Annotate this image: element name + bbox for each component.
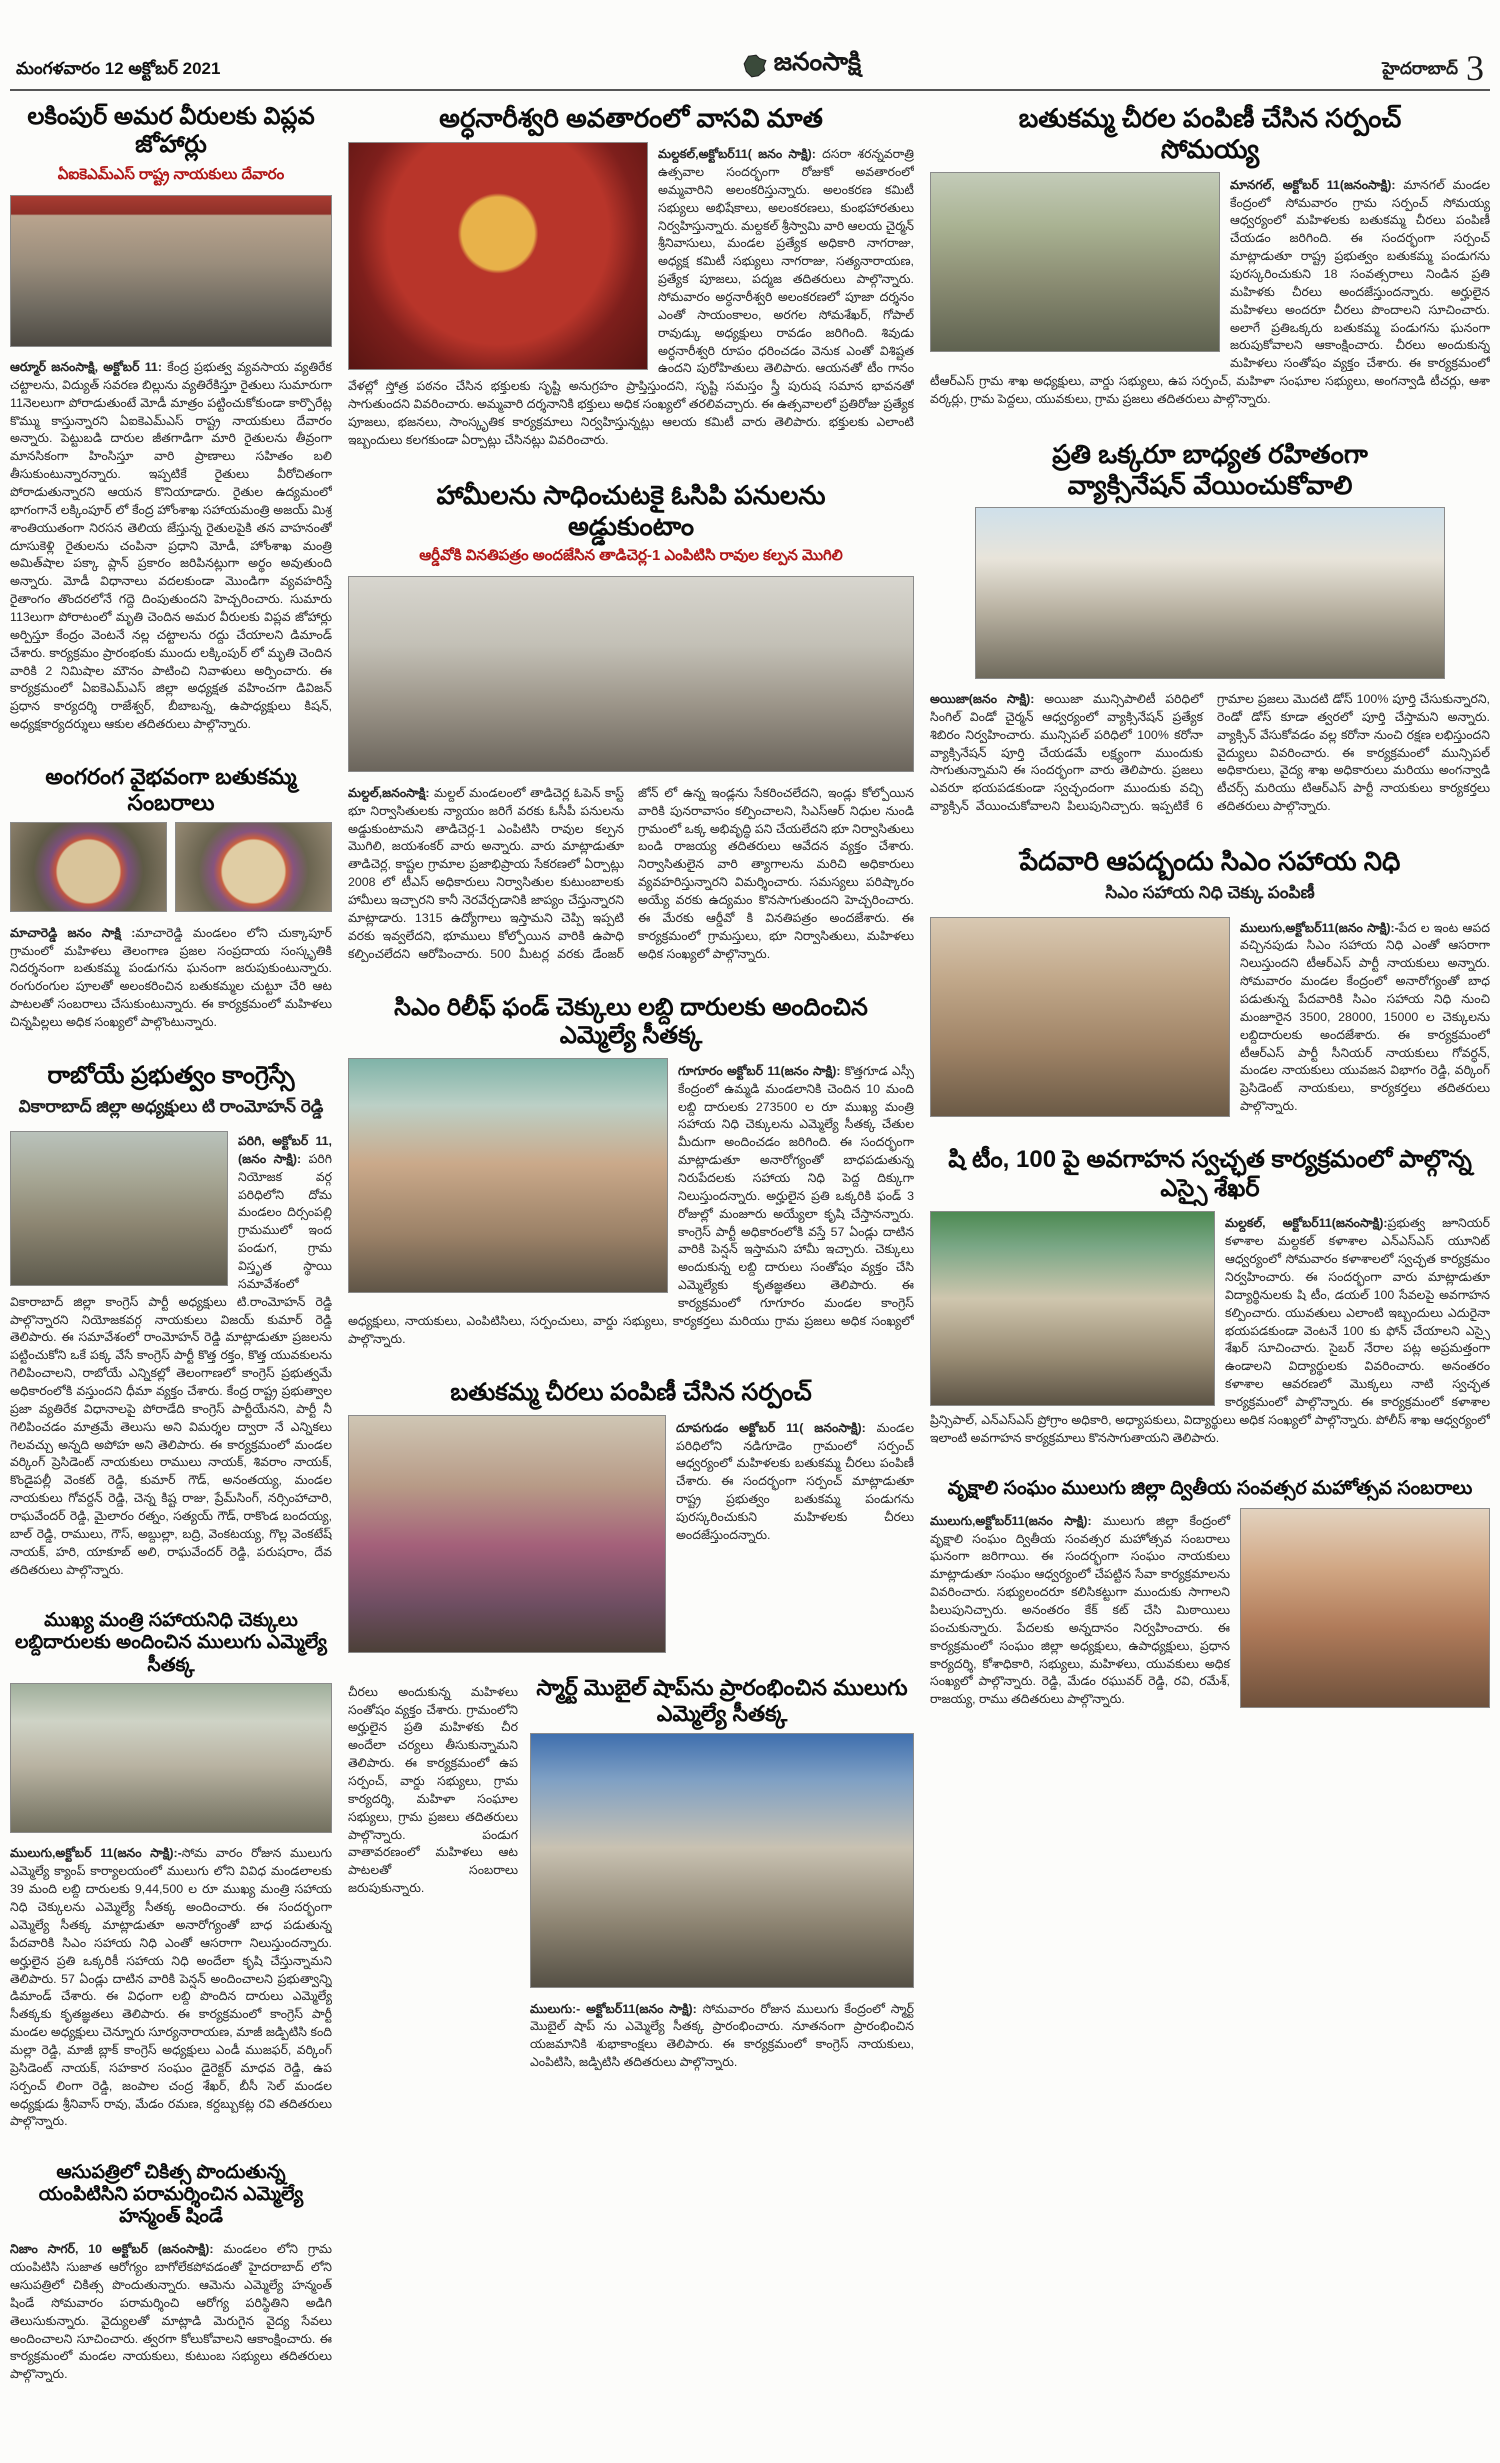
article-headline: లకింపుర్ అమర వీరులకు విప్లవ జోహార్లు <box>27 103 315 159</box>
middle-bottom-row <box>348 1671 914 2084</box>
article-headline: రాబోయే ప్రభుత్వం కాంగ్రెస్సే <box>47 1062 295 1090</box>
article-ocp-works-protest <box>348 476 914 976</box>
article-photo-anniversary-gathering <box>1240 1508 1490 1708</box>
article-headline: బతుకమ్మ చీరలు పంపిణీ చేసిన సర్పంచ్ <box>450 1378 812 1406</box>
article-photo-saree-distribution <box>348 1415 666 1653</box>
body-text: మల్దల్ మండలంలో తాడిచెర్ల ఓపెన్ కాస్ట్ భూ నిర్వాసితులకు న్యాయం జరిగే వరకు ఓసీపీ పనులను అడ్డుకుంటామని తాడిచెర్ల-1 ఎంపిటిసి రావుల కల్పన మొగిలి, జయశంకర్ వారు అన్నారు. వారు మాట్లాడుతూ తాడిచెర్ల, కాష్టల గ్రామాల ప్రజాభిప్రాయ సేకరణలో ఏర్పాట్లు 2008 లో టీఎస్ అధికారులు నిర్వాసితుల కుటుంబాలకు హామీలు ఇచ్చారని కానీ నెరవేర్చడానికి జాప్యం చేస్తున్నారని మాట్లాడారు. 1315 ఉద్యోగాలు ఇస్తామని చెప్పి ఇప్పటి వరకు ఇవ్వలేదని, భూములు కోల్పోయిన వారికి ఉపాధి కల్పించలేదని ఆరోపించారు. 500 మీటర్ల వరకు డేంజర్ జోన్ లో ఉన్న ఇండ్లను సేకరించలేదని, ఇండ్లు కోల్పోయిన వారికి పునరావాసం కల్పించాలని, సిఎస్ఆర్ నిధుల నుండి గ్రామంలో ఒక్క అభివృద్ధి పని చేయలేదని భూ నిర్వాసితులు బండి రాజయ్య తదితరులు ఆవేదన వ్యక్తం చేశారు. నిర్వాసితులైన వారి త్యాగాలను మరిచి అధికారులు వ్యవహరిస్తున్నారని విమర్శించారు. సమస్యలు పరిష్కారం అయ్యే వరకు ఉద్యమం కొనసాగుతుందని హెచ్చరించారు. ఈ మేరకు ఆర్డీవో కి వినతిపత్రం అందజేశారు. ఈ కార్యక్రమంలో గ్రామస్తులు, భూ నిర్వాసితులు, మహిళలు అధిక సంఖ్యలో పాల్గొన్నారు. <box>348 785 914 961</box>
column-left <box>10 99 332 2411</box>
body-text: సోమ వారం రోజున ములుగు ఎమ్మెల్యే క్యాంప్ కార్యాలయంలో ములుగు లోని వివిధ మండలాలకు 39 మంది లబ్ది దారులకు 9,44,500 ల రూ ముఖ్య మంత్రి సహాయ నిధి చెక్కులను ఎమ్మెల్యే సీతక్క అందించారు. ఈ సందర్భంగా ఎమ్మెల్యే సీతక్క మాట్లాడుతూ అనారోగ్యంతో బాధ పడుతున్న పేదవారికి సిఎం సహాయ నిధి ఎంతో ఆసరాగా నిలుస్తుందన్నారు. అర్హులైన ప్రతి ఒక్కరికీ సహాయ నిధి అందేలా కృషి చేస్తున్నామని తెలిపారు. 57 ఏండ్లు దాటిన వారికి పెన్షన్ అందించాలని ప్రభుత్వాన్ని డిమాండ్ చేశారు. ఈ విధంగా లబ్ది పొందిన దారులు ఎమ్మెల్యే సీతక్కకు కృతజ్ఞతలు తెలిపారు. ఈ కార్యక్రమంలో కాంగ్రెస్ పార్టీ మండల అధ్యక్షులు చెన్నూరు సూర్యనారాయణ, మాజీ జడ్పిటిసి కంది మల్లా రెడ్డి, మాజీ బ్లాక్ కాంగ్రెస్ అధ్యక్షులు ఎండీ ముజఫర్, వర్కింగ్ ప్రెసిడెంట్ నాయక్, సహకార సంఘం డైరెక్టర్ మాధవ రెడ్డి, ఉప సర్పంచ్ లింగా రెడ్డి, జంపాల చంద్ర శేఖర్, బీసీ సెల్ మండల అధ్యక్షుడు శ్రీనివాస్ రావు, మేడం రమణ, కర్దబ్బుకట్ల రవి తదితరులు పాల్గొన్నారు. <box>10 1846 332 2129</box>
article-cm-relief-fund-sitakka <box>348 990 914 1361</box>
body-text: కేంద్ర ప్రభుత్వ వ్యవసాయ వ్యతిరేక చట్టాలను, విద్యుత్ సవరణ బిల్లును వ్యతిరేకిస్తూ రైతులు సుమారుగా 11నెలలుగా పోరాడుతుంటే మోడీ మాత్రం పట్టించుకోకుండా కార్పొరేట్ల కొమ్ము కాస్తున్నారని ఏఐకెఎమ్ఎస్ రాష్ట్ర నాయకులు దేవారం అన్నారు. పెట్టుబడి దారుల జీతగాడిగా మారి రైతులను తీవ్రంగా మానసికంగా హింసిస్తూ వారి ప్రాణాలు సహితం బలి తీసుకుంటున్నారన్నారు. ఇప్పటికే రైతులు వీరోచితంగా పోరాడుతున్నారని ఆయన కొనియాడారు. రైతుల ఉద్యమంలో భాగంగానే లక్కింపూర్ లో కేంద్ర హోంశాఖ సహాయమంత్రి అజయ్ మిశ్ర శాంతియుతంగా నిరసన తెలియ జేస్తున్న రైతులపైకి తన వాహనంతో దూసుకెళ్లి రైతులను చంపినా ప్రధాని మోడీ, హోంశాఖ మంత్రి అమిత్‌షాల పక్కా ప్లాన్ ప్రకారం జరిపినట్లుగా అర్థం అవుతుంది అన్నారు. మోడీ విధానాలు వదలకుండా మొండిగా వ్యవహరిస్తే రైతాంగం తొందరలోనే గద్దె దింపుతుందని హెచ్చరించారు. సుమారు 113లుగా పోరాటంలో మృతి చెందిన అమర వీరులకు విప్లవ జోహార్లు అర్పిస్తూ కేంద్రం వెంటనే నల్ల చట్టాలను రద్దు చేయాలని డిమాండ్ చేశారు. కార్యక్రమం ప్రారంభంకు ముందు లక్కింపుర్ లో మృతి చెందిన వారికి 2 నిమిషాల మౌనం పాటించి నివాళులు అర్పించారు. ఈ కార్యక్రమంలో ఏఐకెఎమ్ఎస్ జిల్లా అధ్యక్షత వహించగా డివిజన్ ప్రధాన కార్యదర్శి రాజేశ్వర్, బీబాబన్న, ఉపాధ్యక్షులు కిషన్, అధ్యక్షకార్యదర్శులు ఆకుల తదితరులు పాల్గొన్నారు. <box>10 360 332 732</box>
article-photo-vaccination-meeting <box>975 507 1445 679</box>
dateline: పరిగి, అక్టోబర్ 11, (జనం సాక్షి): <box>238 1134 332 1166</box>
dateline: దూపగుడం అక్టోబర్ 11( జనంసాక్షి): <box>676 1420 866 1435</box>
article-cm-relief-cheques-mulugu <box>10 1606 332 2144</box>
article-body <box>10 1845 332 2131</box>
photo-pair <box>10 822 332 912</box>
body-text: మండల పరిధిలోని నడిగూడెం గ్రామంలో సర్పంచ్ ఆధ్వర్యంలో మహిళలకు బతుకమ్మ చీరలు పంపిణీ చేశారు. ఈ సందర్భంగా సర్పంచ్ మాట్లాడుతూ రాష్ట్ర ప్రభుత్వం బతుకమ్మ పండుగను పురస్కరించుకుని మహిళలకు చీరలు అందజేస్తుందన్నారు. <box>676 1420 914 1542</box>
dateline: ములుగు,అక్టోబర్11(జనం సాక్షి): <box>930 1513 1092 1528</box>
article-subhead: ఆర్డీవోకి వినతిపత్రం అందజేసిన తాడిచెర్ల-1 ఎంపిటిసి రావుల కల్పన మొగిలి <box>419 547 843 565</box>
body-text: మండలం లోని గ్రామ యంపిటిసి సుజాత ఆరోగ్యం బాగోలేకపోవడంతో హైదరాబాద్ లోని ఆసుపత్రిలో చికిత్స పొందుతున్నారు. ఆమెను ఎమ్మెల్యే హన్మంత్ షిండే సోమవారం పరామర్శించి ఆరోగ్య పరిస్థితిని అడిగి తెలుసుకున్నారు. వైద్యులతో మాట్లాడి మెరుగైన వైద్య సేవలు అందించాలని సూచించారు. త్వరగా కోలుకోవాలని ఆకాంక్షించారు. ఈ కార్యక్రమంలో మండల నాయకులు, కుటుంబ సభ్యులు తదితరులు పాల్గొన్నారు. <box>10 2242 332 2382</box>
article-subhead: సిఎం సహాయ నిధి చెక్కు పంపిణీ <box>1105 883 1315 903</box>
article-headline: అంగరంగ వైభవంగా బతుకమ్మ సంబరాలు <box>45 764 297 816</box>
body-text: అయిజా మున్సిపాలిటీ పరిధిలో సింగిల్ విండో చైర్మన్ ఆధ్వర్యంలో వ్యాక్సినేషన్ ప్రత్యేక శిబిరం నిర్వహించారు. మున్సిపల్ పరిధిలో 100% కరోనా వ్యాక్సినేషన్ పూర్తి చేయడమే లక్ష్యంగా ముందుకు సాగుతున్నామని ఈ సందర్భంగా వారు తెలిపారు. ప్రజలు ఎవరూ భయపడకుండా స్వచ్ఛందంగా ముందుకు వచ్చి వ్యాక్సిన్ వేయించుకోవాలని పిలుపునిచ్చారు. ఇప్పటికే 6 గ్రామాల ప్రజలు మొదటి డోస్ 100% పూర్తి చేసుకున్నారని, రెండో డోస్ కూడా త్వరలో పూర్తి చేస్తామని అన్నారు. వ్యాక్సిన్ వేసుకోవడం వల్ల కరోనా నుంచి రక్షణ లభిస్తుందని వైద్యులు వివరించారు. ఈ కార్యక్రమంలో మున్సిపల్ అధికారులు, వైద్య శాఖ అధికారులు మరియు అంగన్వాడి టీచర్స్ మరియు టిఆర్ఎస్ పార్టీ నాయకులు కార్యకర్తలు తదితరులు పాల్గొన్నారు. <box>930 692 1490 814</box>
paper-brand <box>742 48 861 83</box>
edition-label <box>1382 48 1484 89</box>
article-headline: వృక్షాలి సంఘం ములుగు జిల్లా ద్వితీయ సంవత్సర మహోత్సవ సంబరాలు <box>947 1477 1473 1499</box>
column-right <box>930 99 1490 2411</box>
newspaper-page <box>10 0 1490 2459</box>
dateline: మానగల్, అక్టోబర్ 11(జనంసాక్షి): <box>1230 177 1396 192</box>
column-middle <box>348 99 914 2411</box>
article-body <box>10 925 332 1032</box>
article-lakhimpur-tributes <box>10 99 332 746</box>
dateline: మల్దల్,జనంసాక్షి: <box>348 785 430 800</box>
article-body <box>10 359 332 734</box>
article-headline: పేదవారి ఆపద్బందు సిఎం సహాయ నిధి <box>1019 846 1401 877</box>
article-vrukshali-anniversary <box>930 1474 1490 1722</box>
article-headline: సిఎం రిలీఫ్ ఫండ్ చెక్కులు లబ్ది దారులకు అందించిన ఎమ్మెల్యే సీతక్క <box>394 993 868 1050</box>
article-subhead: ఏఐకెఎమ్ఎస్ రాష్ట్ర నాయకులు దేవారం <box>57 165 285 183</box>
dateline: గూగూరం అక్టోబర్ 11(జనం సాక్షి): <box>678 1063 841 1078</box>
page-number: 3 <box>1466 48 1484 89</box>
article-body <box>10 2241 332 2384</box>
article-congress-next-government <box>10 1058 332 1592</box>
article-bathukamma-sarees-sarpanch <box>348 1375 914 1657</box>
article-photo-bathukamma-circle-2 <box>175 822 332 912</box>
article-headline: స్మార్ట్ మొబైల్ షాప్‌ను ప్రారంభించిన ములుగు ఎమ్మెల్యే సీతక్క <box>536 1675 908 1727</box>
body-text: దసరా శరన్నవరాత్రి ఉత్సవాల సందర్భంగా రోజుకో అవతారంలో అమ్మవారిని అలంకరిస్తున్నారు. అలంకరణ కమిటీ సభ్యులు అభిషేకాలు, అలంకరణలు, కుంభహారతులు నిర్వహిస్తున్నారు. మల్దకల్ శ్రీస్వామి వారి ఆలయ చైర్మన్ శ్రీనివాసులు, మండల ప్రత్యేక అధికారి నాగరాజు, అధ్యక్ష కమిటీ సభ్యులు నాగరాజు, సత్యనారాయణ, ప్రత్యేక పూజలు, పద్మజ తదితరులు పాల్గొన్నారు. సోమవారం అర్ధనారీశ్వరి అలంకరణలో పూజా దర్శనం ఎంతో సాయంకాలం, అరగల సోమశేఖర్, గోపాల్ రావుడ్కు అధ్యక్షులు రావడం జరిగింది. శివుడు అర్ధనారీశ్వరి రూపం ధరించడం వెనుక ఎంతో విశిష్టత ఉందని పురోహితులు తెలిపారు. ఆయనతో టీం గానం వేళల్లో స్తోత్ర పఠనం చేసిన భక్తులకు సృష్టి అనుగ్రహం ప్రాప్తిస్తుందని, సృష్టి సమస్తం స్త్రీ పురుష సమాన భావనతో సాగుతుందని వివరించారు. అమ్మవారి దర్శనానికి భక్తులు అధిక సంఖ్యలో తరలివచ్చారు. ఈ ఉత్సవాలలో ప్రతిరోజు ప్రత్యేక పూజలు, భజనలు, సాంస్కృతిక కార్యక్రమాలు నిర్వహిస్తున్నట్లు ఆలయ కమిటీ వారు తెలిపారు. భక్తులకు ఎలాంటి ఇబ్బందులు కలగకుండా ఏర్పాట్లు చేసినట్లు వివరించారు. <box>348 147 914 447</box>
body-text: సోమవారం రోజున ములుగు కేంద్రంలో స్మార్ట్ మొబైల్ షాప్ ను ఎమ్మెల్యే సీతక్క ప్రారంభించారు. నూతనంగా ప్రారంభించిన యజమానికి శుభాకాంక్షలు తెలిపారు. ఈ కార్యక్రమంలో కాంగ్రెస్ నాయకులు, ఎంపిటిసి, జడ్పిటిసి తదితరులు పాల్గొన్నారు. <box>530 2001 914 2070</box>
article-cm-relief-fund-poor <box>930 842 1490 1128</box>
body-text: పేద ల ఇంట ఆపద వచ్చినపుడు సిఎం సహాయ నిధి ఎంతో ఆసరాగా నిలుస్తుందని టీఆర్ఎస్ పార్టీ నాయకులు అన్నారు. సోమవారం మండల కేంద్రంలో అనారోగ్యంతో బాధ పడుతున్న పేదవారికి సిఎం సహాయ నిధి నుంచి మంజూరైన 3500, 28000, 15000 ల చెక్కులను లబ్దిదారులకు అందజేశారు. ఈ కార్యక్రమంలో టీఆర్ఎస్ పార్టీ సీనియర్ నాయకులు గోవర్ధన్, మండల నాయకులు యువజన విభాగం రెడ్డి, వర్కింగ్ ప్రెసిడెంట్ నాయకులు, కార్యకర్తలు తదితరులు పాల్గొన్నారు. <box>1240 920 1490 1114</box>
body-text: ములుగు జిల్లా కేంద్రంలో వృక్షాలి సంఘం ద్వితీయ సంవత్సర మహోత్సవ సంబరాలు ఘనంగా జరిగాయి. ఈ సందర్భంగా సంఘం నాయకులు మాట్లాడుతూ సంఘం ఆధ్వర్యంలో చేపట్టిన సేవా కార్యక్రమాలను వివరించారు. సభ్యులందరూ కలిసికట్టుగా ముందుకు సాగాలని పిలుపునిచ్చారు. అనంతరం కేక్ కట్ చేసి మిఠాయిలు పంచుకున్నారు. పేదలకు అన్నదానం నిర్వహించారు. ఈ కార్యక్రమంలో సంఘం జిల్లా అధ్యక్షులు, ఉపాధ్యక్షులు, ప్రధాన కార్యదర్శి, కోశాధికారి, సభ్యులు, మహిళలు, యువకులు అధిక సంఖ్యలో పాల్గొన్నారు. రెడ్డి, మేడం రఘువర్ రెడ్డి, రవి, రమేశ్, రాజయ్య, రాము తదితరులు పాల్గొన్నారు. <box>930 1513 1230 1707</box>
paper-logo-icon <box>742 54 768 78</box>
edition-city: హైదరాబాద్ <box>1382 59 1458 78</box>
continuation-column <box>348 1671 518 2084</box>
article-sarees-sarpanch-somayya <box>930 99 1490 421</box>
article-photo-meeting <box>10 195 332 347</box>
body-text: ప్రభుత్వ జూనియర్ కళాశాల మల్దకల్ కళాశాల ఎన్ఎస్ఎస్ యూనిట్ ఆధ్వర్యంలో సోమవారం కళాశాలలో స్వచ్ఛత కార్యక్రమం నిర్వహించారు. ఈ సందర్భంగా వారు మాట్లాడుతూ విద్యార్థినులకు షి టీం, డయల్ 100 సేవలపై అవగాహన కల్పించారు. యువతులు ఎలాంటి ఇబ్బందులు ఎదురైనా భయపడకుండా వెంటనే 100 కు ఫోన్ చేయాలని ఎస్సై శేఖర్ సూచించారు. సైబర్ నేరాల పట్ల అప్రమత్తంగా ఉండాలని విద్యార్థులకు వివరించారు. అనంతరం కళాశాల ఆవరణలో మొక్కలు నాటి స్వచ్ఛత కార్యక్రమంలో పాల్గొన్నారు. ఈ కార్యక్రమంలో కళాశాల ప్రిన్సిపాల్, ఎన్ఎస్ఎస్ ప్రోగ్రాం అధికారి, అధ్యాపకులు, విద్యార్థులు అధిక సంఖ్యలో పాల్గొన్నారు. పోలీస్ శాఖ ఆధ్వర్యంలో ఇలాంటి అవగాహన కార్యక్రమాలు కొనసాగుతాయని తెలిపారు. <box>930 1216 1490 1445</box>
dateline: మాచారెడ్డి జనం సాక్షి : <box>10 925 136 940</box>
article-photo-goddess-idol <box>348 142 648 370</box>
article-headline: బతుకమ్మ చీరల పంపిణీ చేసిన సర్పంచ్ సోమయ్య <box>1018 103 1402 164</box>
dateline: మల్దకల్, అక్టోబర్11(జనంసాక్షి): <box>1225 1216 1388 1231</box>
article-photo-congress-cheque-event <box>348 1058 668 1293</box>
article-photo-village-meeting <box>10 1131 228 1286</box>
article-mla-hospital-visit <box>10 2158 332 2397</box>
article-vaccination-awareness <box>930 435 1490 828</box>
article-bathukamma-celebrations <box>10 760 332 1044</box>
masthead <box>10 6 1490 91</box>
dateline: ములుగు,అక్టోబర్11(జనం సాక్షి):- <box>1240 920 1399 935</box>
article-photo-rdo-office <box>348 576 914 772</box>
article-smart-mobile-shop <box>530 1671 914 2084</box>
dateline: ఆర్మూర్ జనంసాక్షి, అక్టోబర్ 11: <box>10 360 162 375</box>
article-body <box>530 2001 914 2072</box>
dateline: మల్దకల్,అక్టోబర్11( జనం సాక్షి): <box>658 147 816 162</box>
body-text: మానగల్ మండల కేంద్రంలో సోమవారం గ్రామ సర్పంచ్ సోమయ్య ఆధ్వర్యంలో మహిళలకు బతుకమ్మ చీరలు పంపిణీ చేయడం జరిగింది. ఈ సందర్భంగా సర్పంచ్ మాట్లాడుతూ రాష్ట్ర ప్రభుత్వం బతుకమ్మ పండుగను పురస్కరించుకుని 18 సంవత్సరాలు నిండిన ప్రతి మహిళకు చీరలు అందజేస్తుందన్నారు. అర్హులైన మహిళలు అందరూ చీరలు పొందాలని సూచించారు. అలాగే ప్రతిఒక్కరు బతుకమ్మ పండుగను ఘనంగా జరుపుకోవాలని ఆకాంక్షించారు. చీరలు అందుకున్న మహిళలు సంతోషం వ్యక్తం చేశారు. ఈ కార్యక్రమంలో టీఆర్ఎస్ గ్రామ శాఖ అధ్యక్షులు, వార్డు సభ్యులు, ఉప సర్పంచ్, మహిళా సంఘాల సభ్యులు, అంగన్వాడి టీచర్లు, ఆశా వర్కర్లు, గ్రామ పెద్దలు, యువకులు, గ్రామ ప్రజలు తదితరులు పాల్గొన్నారు. <box>930 177 1490 407</box>
article-headline: హామీలను సాధించుటకై ఓసిపి పనులను అడ్డుకుంటాం <box>436 480 826 541</box>
dateline: ములుగు:- అక్టోబర్11(జనం సాక్షి): <box>530 2001 697 2016</box>
article-photo-saree-handover <box>930 172 1220 352</box>
article-headline: ఆసుపత్రిలో చికిత్స పొందుతున్న యంపిటిసిని పరామర్శించిన ఎమ్మెల్యే హన్మంత్ షిండే <box>38 2161 304 2228</box>
page-columns <box>10 91 1490 2411</box>
article-headline: ముఖ్య మంత్రి సహాయనిధి చెక్కులు లబ్దిదారులకు అందించిన ములుగు ఎమ్మెల్యే సీతక్క <box>15 1609 327 1676</box>
article-photo-shop-opening <box>530 1733 914 1988</box>
article-body <box>348 785 914 964</box>
dateline: ములుగు,అక్టోబర్ 11(జనం సాక్షి):- <box>10 1846 182 1861</box>
article-subhead: వికారాబాద్ జిల్లా అధ్యక్షులు టి రాంమోహన్ రెడ్డి <box>18 1096 324 1116</box>
article-photo-cheque-presentation <box>930 917 1230 1117</box>
article-body-continued: చీరలు అందుకున్న మహిళలు సంతోషం వ్యక్తం చేశారు. గ్రామంలోని అర్హులైన ప్రతి మహిళకు చీర అందేలా చర్యలు తీసుకున్నామని తెలిపారు. ఈ కార్యక్రమంలో ఉప సర్పంచ్, వార్డు సభ్యులు, గ్రామ కార్యదర్శి, మహిళా సంఘాల సభ్యులు, గ్రామ ప్రజలు తదితరులు పాల్గొన్నారు. పండుగ వాతావరణంలో మహిళలు ఆట పాటలతో సంబరాలు జరుపుకున్నారు. <box>348 1684 518 1896</box>
edition-date: మంగళవారం 12 అక్టోబర్ 2021 <box>16 59 221 78</box>
article-body <box>930 691 1490 816</box>
article-headline: అర్ధనారీశ్వరి అవతారంలో వాసవి మాత <box>439 103 823 133</box>
article-headline: షి టీం, 100 పై అవగాహన స్వచ్ఛత కార్యక్రమంలో పాల్గొన్న ఎస్సై శేఖర్ <box>948 1146 1472 1202</box>
article-vasavi-matha <box>348 99 914 462</box>
dateline: అయిజా(జనం సాక్షి): <box>930 692 1035 707</box>
dateline: నిజాం సాగర్, 10 అక్టోబర్ (జనంసాక్షి): <box>10 2242 214 2257</box>
body-text: కొత్తగూడ ఎస్సీ కేంద్రంలో ఉమ్మడి మండలానికి చెందిన 10 మంది లబ్ది దారులకు 273500 ల రూ ముఖ్య మంత్రి సహాయ నిధి చెక్కులను ఎమ్మెల్యే సీతక్క చేతుల మీదుగా అందించడం జరిగింది. ఈ సందర్భంగా మాట్లాడుతూ అనారోగ్యంతో బాధపడుతున్న నిరుపేదలకు సహాయ నిధి పెద్ద దిక్కుగా నిలుస్తుందన్నారు. అర్హులైన ప్రతి ఒక్కరికి ఫండ్ 3 రోజుల్లో మంజూరు అయ్యేలా కృషి చేస్తానన్నారు. కాంగ్రెస్ పార్టీ అధికారంలోకి వస్తే 57 ఏండ్లు దాటిన వారికి పెన్షన్ ఇస్తామని హామీ ఇచ్చారు. చెక్కులు అందుకున్న లబ్ది దారులు సంతోషం వ్యక్తం చేసి ఎమ్మెల్యేకు కృతజ్ఞతలు తెలిపారు. ఈ కార్యక్రమంలో గూగూరం మండల కాంగ్రెస్ అధ్యక్షులు, నాయకులు, ఎంపిటిసిలు, సర్పంచులు, వార్డు సభ్యులు, కార్యకర్తలు మరియు గ్రామ ప్రజలు అధిక సంఖ్యలో పాల్గొన్నారు. <box>348 1063 914 1346</box>
body-text: పరిగి నియోజక వర్గ పరిధిలోని దోమ మండలం దిర్సంపల్లి గ్రామములో ఇంద పండుగ, గ్రామ విస్తృత స్థాయి సమావేశంలో వికారాబాద్ జిల్లా కాంగ్రెస్ పార్టీ అధ్యక్షులు టి.రాంమోహన్ రెడ్డి పాల్గొన్నారని నియోజకవర్గ నాయకులు విజయ్ కుమార్ రెడ్డి తెలిపారు. ఈ సమావేశంలో రాంమోహన్ రెడ్డి మాట్లాడుతూ ప్రజలను పట్టించుకోని ఒకే పక్క వేసే కాంగ్రెస్ పార్టీ కొత్త రక్తం, కొత్త యువకులను గెలిపించాలని, రాబోయే ఎన్నికల్లో తెలంగాణలో కాంగ్రెస్ ప్రభుత్వమే అధికారంలోకి వస్తుందని ధీమా వ్యక్తం చేశారు. కేంద్ర రాష్ట్ర ప్రభుత్వాల ప్రజా వ్యతిరేక విధానాలపై పోరాడేది కాంగ్రెస్ పార్టీయేనని, పార్టీ నీ గెలిపించడం మాత్రమే తెలుసు అని విమర్శల ద్వారా నే ఎన్నికలు గెలవచ్చు అన్నది అపోహ అని తెలిపారు. ఈ కార్యక్రమంలో మండల వర్కింగ్ ప్రెసిడెంట్ నాయకులు రాములు నాయక్, శివరాం నాయక్, కొండైపల్లీ వెంకట్ రెడ్డి, కుమార్ గౌడ్, అనంతయ్య, మండల నాయకులు గోవర్దన్ రెడ్డి, చెన్న కిష్ట రాజు, ప్రేమ్‌సింగ్, నర్సింహాచారి, రాఘవేందర్ రెడ్డి, మైలారం రత్నం, సత్యయ్ గౌడ్, రాకొండ బందయ్య, బాల్ రెడ్డి, రాములు, గౌస్, అబ్దుల్లా, బద్రి, వెంకటయ్య, గొల్ల వెంకటేష్ నాయక్, హరి, యాకూబ్ అలి, రాఘవేందర్ రెడ్డి, పరుషరాం, దేవ తదితరులు పాల్గొన్నారు. <box>10 1151 332 1577</box>
article-headline: ప్రతి ఒక్కరూ బాధ్యత రహితంగా వ్యాక్సినేషన్ వేయించుకోవాలి <box>1052 439 1368 500</box>
body-text: మాచారెడ్డి మండలం లోని చుక్కాపూర్ గ్రామంలో మహిళలు తెలంగాణ ప్రజల సంప్రదాయ సంస్కృతికి నిదర్శనంగా బతుకమ్మ పండుగను ఘనంగా జరుపుకుంటున్నారు. రంగురంగుల పూలతో అలంకరించిన బతుకమ్మల చుట్టూ చేరి ఆట పాటలతో సంబరాలు చేసుకుంటున్నారు. ఈ కార్యక్రమంలో మహిళలు చిన్నపిల్లలు అధిక సంఖ్యలో పాల్గొంటున్నారు. <box>10 925 332 1030</box>
article-photo-police-college-event <box>930 1211 1215 1406</box>
article-photo-bathukamma-circle-1 <box>10 822 167 912</box>
article-photo-cheque-handover <box>10 1683 332 1833</box>
article-she-team-awareness <box>930 1142 1490 1460</box>
paper-name: జనంసాక్షి <box>773 48 862 76</box>
